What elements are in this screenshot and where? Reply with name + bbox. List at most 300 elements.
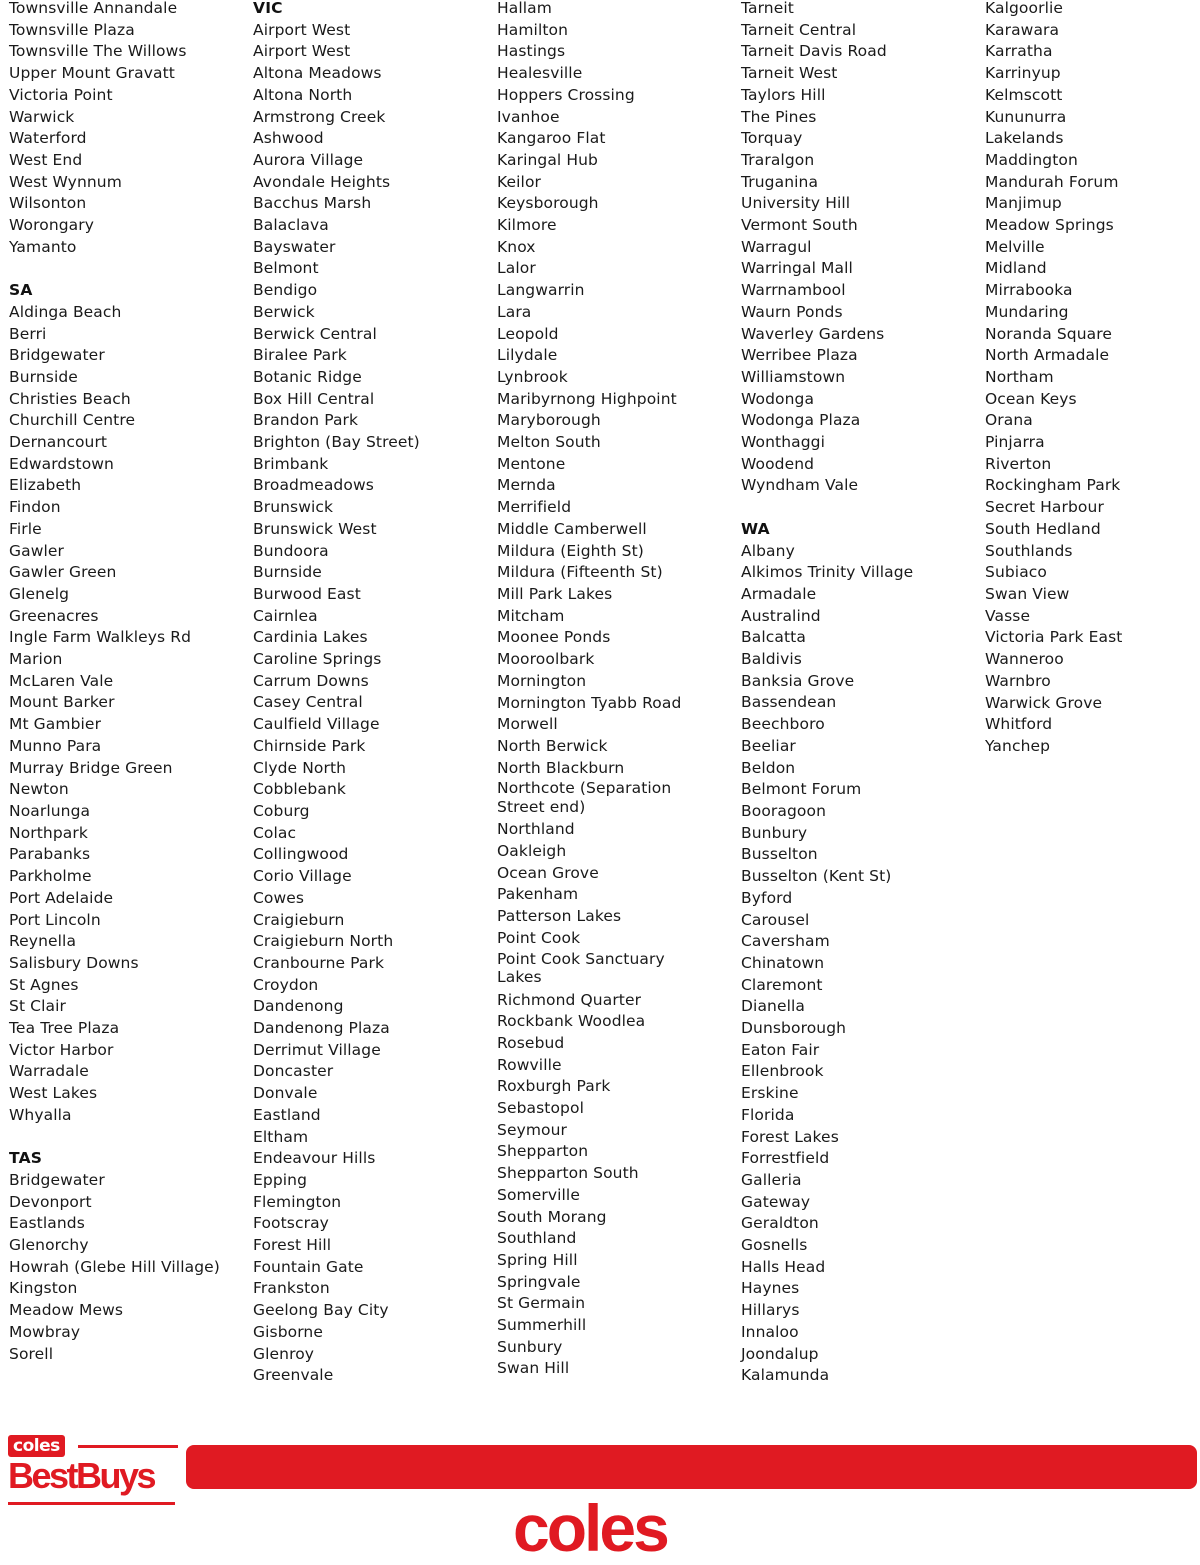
store-location: West Lakes [9, 1084, 98, 1103]
store-location: Eastlands [9, 1214, 85, 1233]
store-location: Ocean Keys [985, 389, 1077, 408]
store-location: Mount Barker [9, 693, 115, 712]
store-location: Southlands [985, 541, 1073, 560]
store-location: North Blackburn [497, 758, 625, 777]
store-location: Box Hill Central [253, 389, 375, 408]
store-location: Busselton [741, 845, 818, 864]
store-location: Point Cook [497, 928, 581, 947]
store-location: Keysborough [497, 194, 599, 213]
store-location: Mornington Tyabb Road [497, 693, 682, 712]
store-location: Chinatown [741, 953, 825, 972]
store-location: Florida [741, 1105, 795, 1124]
store-location: Mandurah Forum [985, 172, 1119, 191]
store-location: Wodonga [741, 389, 815, 408]
store-location: Eltham [253, 1127, 309, 1146]
store-location: Truganina [741, 172, 819, 191]
store-column-2 [253, 0, 491, 1387]
store-location: Leopold [497, 324, 559, 343]
store-location: Dandenong Plaza [253, 1019, 390, 1038]
store-location: Ingle Farm Walkleys Rd [9, 628, 192, 647]
store-location: Maribyrnong Highpoint [497, 389, 677, 408]
store-location: Lara [497, 302, 532, 321]
store-location: Casey Central [253, 693, 363, 712]
store-location: Dernancourt [9, 433, 108, 452]
store-location: Richmond Quarter [497, 990, 642, 1009]
store-location: Warrnambool [741, 281, 846, 300]
store-location: Donvale [253, 1084, 318, 1103]
store-location: Beeliar [741, 736, 796, 755]
store-location: Biralee Park [253, 346, 347, 365]
store-location: Wilsonton [9, 194, 87, 213]
store-location: Craigieburn [253, 910, 345, 929]
store-location: Byford [741, 888, 793, 907]
store-location: Edwardstown [9, 454, 114, 473]
store-location: Swan View [985, 584, 1070, 603]
state-group [9, 1148, 247, 1365]
store-location: Rockbank Woodlea [497, 1012, 646, 1031]
store-location: Sebastopol [497, 1099, 584, 1118]
store-location: Karrinyup [985, 64, 1061, 83]
store-location: McLaren Vale [9, 671, 114, 690]
store-location: Glenelg [9, 584, 70, 603]
store-location: Noranda Square [985, 324, 1113, 343]
store-location: Orana [985, 411, 1033, 430]
store-location: Gosnells [741, 1236, 808, 1255]
store-location: Whitford [985, 715, 1053, 734]
store-location: Galleria [741, 1170, 802, 1189]
store-location: South Hedland [985, 519, 1101, 538]
store-location: Bunbury [741, 823, 808, 842]
store-location: Townsville Plaza [9, 20, 135, 39]
store-location: Kangaroo Flat [497, 129, 606, 148]
store-location: Kelmscott [985, 85, 1063, 104]
store-location: Northland [497, 820, 575, 839]
state-heading: TAS [9, 1149, 43, 1168]
state-heading: WA [741, 519, 770, 538]
store-location: Yamanto [9, 237, 77, 256]
store-location: Frankston [253, 1279, 330, 1298]
store-location: Bayswater [253, 237, 336, 256]
store-location: Mornington [497, 671, 587, 690]
store-location: Southland [497, 1229, 577, 1248]
store-location: Karingal Hub [497, 150, 598, 169]
store-location: Burnside [253, 563, 322, 582]
store-location: Burnside [9, 367, 78, 386]
store-location: Airport West [253, 42, 351, 61]
store-location: Spring Hill [497, 1250, 578, 1269]
store-location: Brunswick [253, 498, 334, 517]
store-location: Townsville The Willows [9, 42, 187, 61]
store-location: Devonport [9, 1192, 92, 1211]
store-location: Springvale [497, 1272, 581, 1291]
store-location: Melton South [497, 433, 601, 452]
store-location: Altona North [253, 85, 353, 104]
store-location: Langwarrin [497, 281, 585, 300]
store-location: Forest Lakes [741, 1127, 839, 1146]
store-location: Williamstown [741, 367, 846, 386]
store-location: Cairnlea [253, 606, 318, 625]
store-location: Kalgoorlie [985, 0, 1064, 17]
store-location: Whyalla [9, 1105, 72, 1124]
state-group [741, 0, 979, 497]
store-location: Glenorchy [9, 1236, 89, 1255]
store-location: Secret Harbour [985, 498, 1104, 517]
store-location: Pakenham [497, 885, 579, 904]
store-location: Northcote (Separation Street end) [497, 779, 672, 816]
store-location: Carrum Downs [253, 671, 369, 690]
store-location: The Pines [741, 107, 817, 126]
store-location: Roxburgh Park [497, 1077, 611, 1096]
store-location: Caversham [741, 932, 830, 951]
store-location: Kununurra [985, 107, 1067, 126]
store-location: Knox [497, 237, 536, 256]
logo-underline [78, 1445, 178, 1448]
store-location: Mitcham [497, 606, 565, 625]
store-location: Altona Meadows [253, 64, 382, 83]
store-location: Summerhill [497, 1316, 587, 1335]
store-location: Melville [985, 237, 1045, 256]
store-location: Waurn Ponds [741, 302, 843, 321]
store-location: Botanic Ridge [253, 367, 362, 386]
store-location: Waterford [9, 129, 87, 148]
store-location: Gawler [9, 541, 65, 560]
store-location: Ocean Grove [497, 863, 599, 882]
store-location: Ashwood [253, 129, 324, 148]
store-location: Dianella [741, 997, 806, 1016]
store-location: Eastland [253, 1105, 321, 1124]
store-location: Lilydale [497, 346, 558, 365]
store-location: Elizabeth [9, 476, 82, 495]
store-location: Endeavour Hills [253, 1149, 376, 1168]
store-location: Riverton [985, 454, 1052, 473]
store-location: Aldinga Beach [9, 302, 122, 321]
store-location: Kalamunda [741, 1366, 830, 1385]
store-location: Mirrabooka [985, 281, 1073, 300]
store-location: Hoppers Crossing [497, 85, 635, 104]
store-location: Traralgon [741, 150, 815, 169]
store-location: Marion [9, 650, 63, 669]
store-location: Christies Beach [9, 389, 131, 408]
store-location: Brunswick West [253, 519, 377, 538]
state-group [497, 0, 735, 1380]
store-location: West End [9, 150, 83, 169]
store-location: Pinjarra [985, 433, 1045, 452]
store-location: Eaton Fair [741, 1040, 820, 1059]
store-location: Baldivis [741, 650, 802, 669]
store-location: Innaloo [741, 1322, 799, 1341]
store-location: Reynella [9, 932, 77, 951]
store-location: Meadow Springs [985, 216, 1114, 235]
store-location: North Armadale [985, 346, 1110, 365]
store-location: Gisborne [253, 1322, 323, 1341]
store-location: Epping [253, 1170, 308, 1189]
store-location: Wanneroo [985, 650, 1064, 669]
store-location: Murray Bridge Green [9, 758, 173, 777]
store-location: Vermont South [741, 216, 858, 235]
store-location: Wyndham Vale [741, 476, 859, 495]
store-location: Lynbrook [497, 367, 568, 386]
store-location: Parabanks [9, 845, 91, 864]
store-location: Wodonga Plaza [741, 411, 861, 430]
store-location: South Morang [497, 1207, 607, 1226]
store-location: Wonthaggi [741, 433, 826, 452]
store-location: Townsville Annandale [9, 0, 178, 17]
store-location: Mildura (Eighth St) [497, 541, 644, 560]
bestbuys-wordmark: BestBuys [8, 1455, 155, 1496]
store-location: Middle Camberwell [497, 519, 647, 538]
store-location: Shepparton [497, 1142, 589, 1161]
store-location: Balaclava [253, 216, 329, 235]
store-location: Worongary [9, 216, 95, 235]
store-location: Bacchus Marsh [253, 194, 372, 213]
state-heading: VIC [253, 0, 283, 17]
store-location: Airport West [253, 20, 351, 39]
store-location: Cardinia Lakes [253, 628, 368, 647]
store-location: Keilor [497, 172, 541, 191]
store-location: Halls Head [741, 1257, 826, 1276]
store-location: Armadale [741, 584, 817, 603]
store-location: Busselton (Kent St) [741, 867, 892, 886]
coles-bestbuys-logo [8, 1425, 178, 1500]
store-location: Oakleigh [497, 842, 567, 861]
store-location: Dunsborough [741, 1019, 847, 1038]
store-location: Warradale [9, 1062, 89, 1081]
store-location: Kilmore [497, 216, 557, 235]
store-location: Howrah (Glebe Hill Village) [9, 1257, 220, 1276]
store-location: Geraldton [741, 1214, 819, 1233]
store-location: Avondale Heights [253, 172, 391, 191]
store-location: Greenvale [253, 1366, 334, 1385]
store-location: Belmont Forum [741, 780, 862, 799]
store-location: Erskine [741, 1084, 799, 1103]
store-location: Tarneit Central [741, 20, 857, 39]
store-location: Subiaco [985, 563, 1048, 582]
store-location: Belmont [253, 259, 319, 278]
store-location: Banksia Grove [741, 671, 855, 690]
store-location: Midland [985, 259, 1047, 278]
store-location: Bassendean [741, 693, 837, 712]
store-location: Glenroy [253, 1344, 315, 1363]
store-location: Bridgewater [9, 1170, 105, 1189]
store-location: Warnbro [985, 671, 1051, 690]
store-location: Port Lincoln [9, 910, 101, 929]
store-location: Mildura (Fifteenth St) [497, 563, 663, 582]
store-location: Mooroolbark [497, 650, 595, 669]
store-location: Forest Hill [253, 1236, 332, 1255]
store-location: Seymour [497, 1120, 568, 1139]
store-location: Victoria Point [9, 85, 113, 104]
store-location: Mt Gambier [9, 715, 102, 734]
store-location: Brandon Park [253, 411, 359, 430]
store-location: Tarneit Davis Road [741, 42, 887, 61]
store-location: Merrifield [497, 498, 572, 517]
state-group [9, 280, 247, 1126]
store-location: Aurora Village [253, 150, 364, 169]
store-location: St Clair [9, 997, 66, 1016]
store-location: Hillarys [741, 1301, 800, 1320]
store-location: Sorell [9, 1344, 54, 1363]
store-location: Torquay [741, 129, 803, 148]
store-location: Churchill Centre [9, 411, 136, 430]
store-location: Berwick Central [253, 324, 377, 343]
store-location: Healesville [497, 64, 583, 83]
store-location: Northpark [9, 823, 88, 842]
store-location: Ivanhoe [497, 107, 560, 126]
store-location: Coburg [253, 802, 310, 820]
store-location: Greenacres [9, 606, 99, 625]
store-location: Derrimut Village [253, 1040, 381, 1059]
store-location: Broadmeadows [253, 476, 374, 495]
coles-main-logo: coles [513, 1491, 667, 1565]
store-location: Carousel [741, 910, 810, 929]
store-location: Meadow Mews [9, 1301, 124, 1320]
store-location: Morwell [497, 715, 558, 734]
store-location: Hallam [497, 0, 552, 17]
footer [0, 1410, 1200, 1563]
store-location: Salisbury Downs [9, 953, 139, 972]
store-location: Victoria Park East [985, 628, 1123, 647]
store-location: Warwick [9, 107, 75, 126]
store-location: Chirnside Park [253, 736, 366, 755]
store-location: Shepparton South [497, 1164, 639, 1183]
store-location: Fountain Gate [253, 1257, 364, 1276]
store-location: Forrestfield [741, 1149, 830, 1168]
store-location: Gawler Green [9, 563, 117, 582]
store-location: Mentone [497, 454, 566, 473]
store-location: St Agnes [9, 975, 79, 994]
store-location: Lalor [497, 259, 536, 278]
store-location: Firle [9, 519, 42, 538]
store-location: Werribee Plaza [741, 346, 858, 365]
coles-tag-logo: coles [8, 1435, 65, 1457]
state-group [253, 0, 491, 1387]
store-location: Waverley Gardens [741, 324, 885, 343]
store-location: Mowbray [9, 1322, 81, 1341]
store-column-5 [985, 0, 1200, 758]
store-location: Gateway [741, 1192, 811, 1211]
store-location: Mill Park Lakes [497, 584, 613, 603]
state-heading: SA [9, 281, 33, 300]
store-location: West Wynnum [9, 172, 122, 191]
store-location: Cranbourne Park [253, 953, 385, 972]
state-group [9, 0, 247, 258]
store-column-4 [741, 0, 979, 1387]
store-location: Mernda [497, 476, 556, 495]
store-location: Woodend [741, 454, 815, 473]
store-location: Mundaring [985, 302, 1069, 321]
store-location: University Hill [741, 194, 851, 213]
red-banner-bar [186, 1445, 1197, 1489]
store-location: Geelong Bay City [253, 1301, 389, 1320]
store-location: Moonee Ponds [497, 628, 611, 647]
store-location: Hastings [497, 42, 566, 61]
store-location: Rowville [497, 1055, 562, 1074]
store-location: Alkimos Trinity Village [741, 563, 914, 582]
store-location: Brimbank [253, 454, 329, 473]
store-location: Croydon [253, 975, 319, 994]
store-location: Rockingham Park [985, 476, 1121, 495]
store-location: Cowes [253, 888, 305, 907]
store-location: Maddington [985, 150, 1078, 169]
store-location: Parkholme [9, 867, 92, 886]
store-location: Doncaster [253, 1062, 334, 1081]
store-location: St Germain [497, 1294, 586, 1313]
logo-underline [8, 1502, 175, 1505]
store-location: Taylors Hill [741, 85, 826, 104]
store-location: Beechboro [741, 715, 825, 734]
store-location: Rosebud [497, 1033, 565, 1052]
store-location: Berri [9, 324, 47, 343]
store-location: Booragoon [741, 801, 826, 820]
store-location: Burwood East [253, 584, 361, 603]
store-location: Claremont [741, 975, 823, 994]
store-location: Kingston [9, 1279, 78, 1298]
store-location: Northam [985, 367, 1054, 386]
store-location: Albany [741, 541, 795, 560]
store-location: Sunbury [497, 1337, 563, 1356]
store-location: Swan Hill [497, 1359, 570, 1378]
store-location: Vasse [985, 606, 1031, 625]
store-location: Collingwood [253, 845, 349, 864]
store-location: Upper Mount Gravatt [9, 64, 175, 83]
store-location: Newton [9, 780, 69, 799]
store-location: Lakelands [985, 129, 1064, 148]
store-location: Port Adelaide [9, 888, 114, 907]
store-location: Yanchep [985, 736, 1051, 755]
store-location: Brighton (Bay Street) [253, 433, 420, 452]
store-location: Manjimup [985, 194, 1062, 213]
store-location: Warringal Mall [741, 259, 853, 278]
store-location: Findon [9, 498, 61, 517]
store-location: Karawara [985, 20, 1060, 39]
store-location: Berwick [253, 302, 315, 321]
store-location: Dandenong [253, 997, 344, 1016]
store-location: Bendigo [253, 281, 318, 300]
store-location: Victor Harbor [9, 1040, 114, 1059]
store-location: Colac [253, 823, 297, 842]
state-group [985, 0, 1200, 758]
store-location: Bridgewater [9, 346, 105, 365]
store-location: Warwick Grove [985, 693, 1103, 712]
store-location: Australind [741, 606, 821, 625]
store-location: Cobblebank [253, 780, 346, 799]
store-location: Maryborough [497, 411, 601, 430]
store-location: Beldon [741, 758, 796, 777]
store-location: Munno Para [9, 736, 102, 755]
store-location: Karratha [985, 42, 1053, 61]
store-column-1 [9, 0, 247, 1365]
store-location: Tea Tree Plaza [9, 1019, 120, 1038]
store-location: Armstrong Creek [253, 107, 386, 126]
store-location: Balcatta [741, 628, 806, 647]
store-location: Footscray [253, 1214, 329, 1233]
store-location: North Berwick [497, 736, 608, 755]
state-group [741, 519, 979, 1387]
store-location: Clyde North [253, 758, 347, 777]
store-location: Caroline Springs [253, 650, 382, 669]
store-location: Tarneit [741, 0, 794, 17]
store-location: Flemington [253, 1192, 342, 1211]
store-location: Point Cook Sanctuary Lakes [497, 949, 665, 987]
store-location: Caulfield Village [253, 715, 380, 734]
store-location: Bundoora [253, 541, 329, 560]
store-column-3 [497, 0, 735, 1380]
store-location: Somerville [497, 1185, 580, 1204]
store-location: Patterson Lakes [497, 907, 622, 926]
store-location: Joondalup [741, 1344, 819, 1363]
store-location: Craigieburn North [253, 932, 394, 951]
store-location: Hamilton [497, 20, 569, 39]
